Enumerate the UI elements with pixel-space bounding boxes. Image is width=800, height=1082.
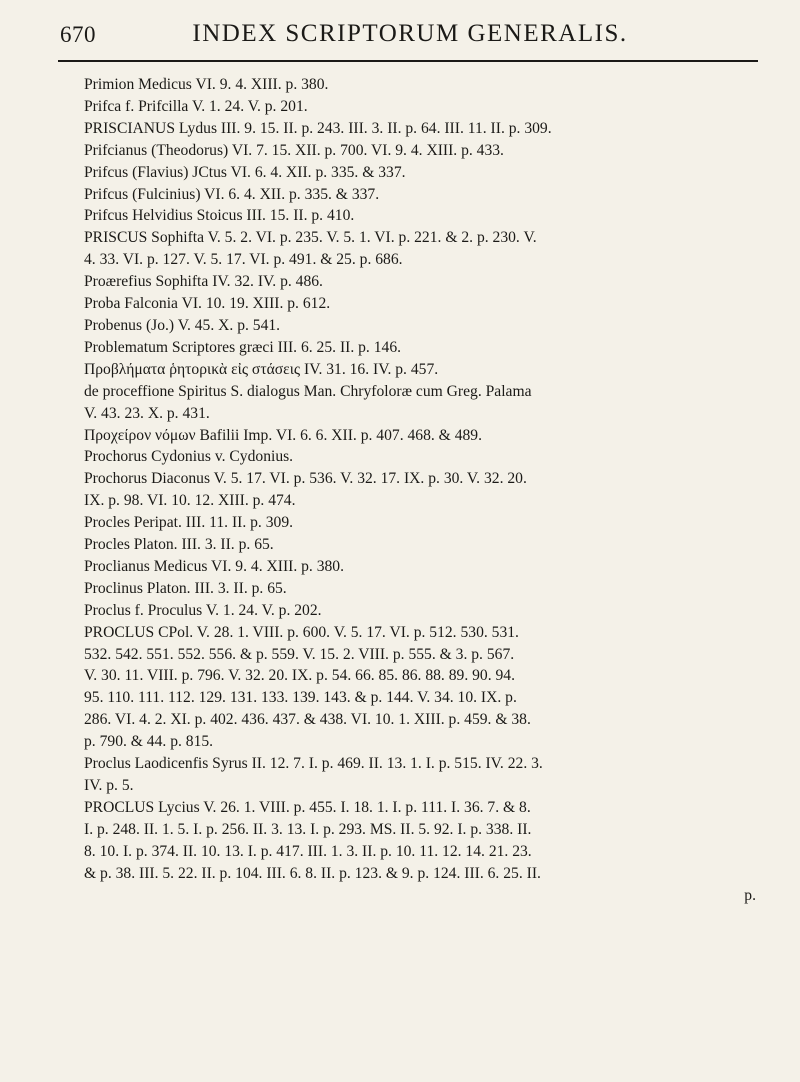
index-entry: Proærefius Sophifta IV. 32. IV. p. 486. <box>84 273 323 291</box>
index-entry-continuation: IX. p. 98. VI. 10. 12. XIII. p. 474. <box>84 492 296 510</box>
index-entry: Proclus f. Proculus V. 1. 24. V. p. 202. <box>84 601 322 619</box>
index-entry: PRISCUS Sophifta V. 5. 2. VI. p. 235. V. 5. 1. VI. p. 221. & 2. p. 230. V. <box>84 229 537 247</box>
catchword: p. <box>744 886 756 904</box>
index-entry-continuation: 532. 542. 551. 552. 556. & p. 559. V. 15. 2. VIII. p. 555. & 3. p. 567. <box>84 645 515 663</box>
index-entry-continuation: I. p. 248. II. 1. 5. I. p. 256. II. 3. 13. I. p. 293. MS. II. 5. 92. I. p. 338. II. <box>84 820 532 838</box>
index-entry: Probenus (Jo.) V. 45. X. p. 541. <box>84 316 281 334</box>
header-rule <box>58 60 758 62</box>
index-entry: Proclianus Medicus VI. 9. 4. XIII. p. 380. <box>84 557 345 575</box>
index-entry: Problematum Scriptores græci III. 6. 25. II. p. 146. <box>84 338 402 356</box>
running-title: INDEX SCRIPTORUM GENERALIS. <box>192 20 628 47</box>
index-entry: PROCLUS Lycius V. 26. 1. VIII. p. 455. I. 18. 1. I. p. 111. I. 36. 7. & 8. <box>84 798 531 816</box>
index-entry: Primion Medicus VI. 9. 4. XIII. p. 380. <box>84 76 329 93</box>
page-header <box>60 18 760 58</box>
index-entry: Prifcus Helvidius Stoicus III. 15. II. p. 410. <box>84 207 355 225</box>
index-entry: Procles Peripat. III. 11. II. p. 309. <box>84 514 294 532</box>
index-entry-continuation: 95. 110. 111. 112. 129. 131. 133. 139. 143. & p. 144. V. 34. 10. IX. p. <box>84 689 517 707</box>
index-entry: Proclus Laodicenfis Syrus II. 12. 7. I. p. 469. II. 13. 1. I. p. 515. IV. 22. 3. <box>84 755 543 773</box>
index-entry: de proceffione Spiritus S. dialogus Man. Chryfoloræ cum Greg. Palama <box>84 382 532 400</box>
index-entry: Prifcianus (Theodorus) VI. 7. 15. XII. p. 700. VI. 9. 4. XIII. p. 433. <box>84 141 504 159</box>
index-entry: Proba Falconia VI. 10. 19. XIII. p. 612. <box>84 295 331 313</box>
index-entry-continuation: & p. 38. III. 5. 22. II. p. 104. III. 6. 8. II. p. 123. & 9. p. 124. III. 6. 25. II. <box>84 864 541 882</box>
index-entry: Proclinus Platon. III. 3. II. p. 65. <box>84 579 287 597</box>
index-entry: Procles Platon. III. 3. II. p. 65. <box>84 536 274 554</box>
index-entries <box>84 74 756 906</box>
index-entry: PRISCIANUS Lydus III. 9. 15. II. p. 243. III. 3. II. p. 64. III. 11. II. p. 309. <box>84 119 552 137</box>
index-entry: Προχείρον νόμων Bafilii Imp. VI. 6. 6. XII. p. 407. 468. & 489. <box>84 426 482 444</box>
index-entry: Prifca f. Prifcilla V. 1. 24. V. p. 201. <box>84 97 308 115</box>
index-entry: Πρoβλήματα ῥητορικὰ εἰς στάσεις IV. 31. 16. IV. p. 457. <box>84 360 439 378</box>
index-entry: Prifcus (Flavius) JCtus VI. 6. 4. XII. p. 335. & 337. <box>84 163 406 181</box>
index-entry-continuation: IV. p. 5. <box>84 777 134 794</box>
page-number: 670 <box>60 22 96 47</box>
index-entry: Prifcus (Fulcinius) VI. 6. 4. XII. p. 335. & 337. <box>84 185 380 203</box>
index-entry-continuation: 286. VI. 4. 2. XI. p. 402. 436. 437. & 438. VI. 10. 1. XIII. p. 459. & 38. <box>84 711 531 729</box>
index-entry-continuation: 8. 10. I. p. 374. II. 10. 13. I. p. 417. III. 1. 3. II. p. 10. 11. 12. 14. 21. 23. <box>84 842 532 860</box>
index-entry: Prochorus Cydonius v. Cydonius. <box>84 448 294 466</box>
index-entry: PROCLUS CPol. V. 28. 1. VIII. p. 600. V. 5. 17. VI. p. 512. 530. 531. <box>84 623 519 641</box>
index-entry-continuation: 4. 33. VI. p. 127. V. 5. 17. VI. p. 491. & 25. p. 686. <box>84 251 403 269</box>
index-entry-continuation: V. 30. 11. VIII. p. 796. V. 32. 20. IX. p. 54. 66. 85. 86. 88. 89. 90. 94. <box>84 667 516 685</box>
index-entry-continuation: p. 790. & 44. p. 815. <box>84 733 214 751</box>
index-entry: Prochorus Diaconus V. 5. 17. VI. p. 536. V. 32. 17. IX. p. 30. V. 32. 20. <box>84 470 527 488</box>
index-entry-continuation: V. 43. 23. X. p. 431. <box>84 404 210 422</box>
